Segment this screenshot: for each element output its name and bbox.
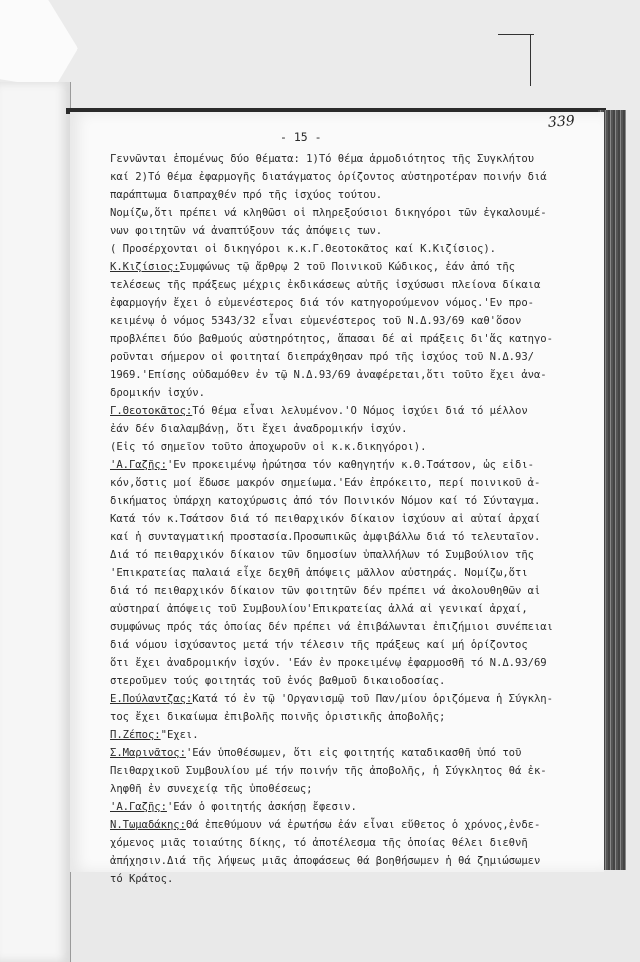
- text-line: [110, 420, 590, 438]
- text-line: [110, 492, 590, 510]
- line-text: Κατά τό ἐν τῷ 'Οργανισμῷ τοῦ Παν/μίου ὁριζόμενα ἡ Σύγκλη-: [192, 693, 553, 705]
- text-line: [110, 258, 590, 276]
- line-text: διά τό πειθαρχικόν δίκαιον τῶν φοιτητῶν δέν πρέπει νά ἀκολουθηθῶν αἱ: [110, 585, 541, 597]
- speaker-name: Γ.Θεοτοκᾶτος:: [110, 405, 193, 417]
- line-text: παράπτωμα διαπραχθέν πρό τῆς ἰσχύος τούτου.: [110, 189, 383, 201]
- crop-mark-vertical: [530, 34, 531, 86]
- text-line: [110, 204, 590, 222]
- line-text: Κατά τόν κ.Τσάτσον διά τό πειθαρχικόν δίκαιον ἰσχύουν αἱ αὐταί ἀρχαί: [110, 513, 541, 525]
- text-line: [110, 222, 590, 240]
- line-text: ( Προσέρχονται οἱ δικηγόροι κ.κ.Γ.Θεοτοκᾶτος καί Κ.Κιζίσιος).: [110, 243, 497, 255]
- text-line: [110, 294, 590, 312]
- line-text: αὐστηραί ἀπόψεις τοῦ Συμβουλίου'Επικρατείας ἀλλά αἱ γενικαί ἀρχαί,: [110, 603, 528, 615]
- text-line: [110, 618, 590, 636]
- line-text: δρομικήν ἰσχύν.: [110, 387, 205, 399]
- text-line: [110, 366, 590, 384]
- text-line: [110, 384, 590, 402]
- text-line: [110, 186, 590, 204]
- line-text: Νομίζω,ὅτι πρέπει νά κληθῶσι οἱ πληρεξούσιοι δικηγόροι τῶν ἐγκαλουμέ-: [110, 207, 547, 219]
- line-text: προβλέπει δύο βαθμούς αὐστηρότητος, ἅπασαι δέ αἱ πράξεις δι'ἅς κατηγο-: [110, 333, 553, 345]
- text-line: [110, 744, 590, 762]
- line-text: ἀπήχησιν.Διά τῆς λήψεως μιᾶς ἀποφάσεως θά βοηθήσωμεν ἡ θά ζημιώσωμεν: [110, 855, 541, 867]
- text-line: [110, 762, 590, 780]
- text-line: [110, 798, 590, 816]
- text-line: [110, 654, 590, 672]
- text-line: [110, 510, 590, 528]
- speaker-name: Π.Ζέπος:: [110, 729, 161, 741]
- speaker-name: 'Α.Γαζῆς:: [110, 801, 167, 813]
- line-text: 'Εάν ὁ φοιτητής ἀσκήσῃ ἔφεσιν.: [166, 801, 357, 813]
- line-text: ὅτι ἔχει ἀναδρομικήν ἰσχύν. 'Εάν ἐν προκειμένῳ ἐφαρμοσθῆ τό Ν.Δ.93/69: [110, 657, 547, 669]
- text-line: [110, 834, 590, 852]
- text-line: [110, 690, 590, 708]
- line-text: ἐάν δέν διαλαμβάνῃ, ὅτι ἔχει ἀναδρομικήν ἰσχύν.: [110, 423, 408, 435]
- text-line: [110, 852, 590, 870]
- speaker-name: Σ.Μαρινᾶτος:: [110, 747, 186, 759]
- line-text: (Εἰς τό σημεῖον τοῦτο ἀποχωροῦν οἱ κ.κ.δικηγόροι).: [110, 441, 427, 453]
- line-text: 'Εάν ὑποθέσωμεν, ὅτι εἰς φοιτητής καταδικασθῆ ὑπό τοῦ: [185, 747, 522, 759]
- text-line: [110, 474, 590, 492]
- line-text: διά νόμου ἰσχύσαντος μετά τήν τέλεσιν τῆς πράξεως καί μή ὁρίζοντος: [110, 639, 528, 651]
- text-line: [110, 600, 590, 618]
- page-number: - 15 -: [280, 130, 322, 144]
- line-text: καί 2)Τό θέμα ἐφαρμογῆς διατάγματος ὁρίζοντος αὐστηροτέραν ποινήν διά: [110, 171, 547, 183]
- line-text: κειμένῳ ὁ νόμος 5343/32 εἶναι εὐμενέστερος τοῦ Ν.Δ.93/69 καθ'ὅσον: [110, 315, 522, 327]
- text-line: [110, 582, 590, 600]
- text-line: [110, 870, 590, 888]
- line-text: νων φοιτητῶν νά ἀναπτύξουν τάς ἀπόψεις των.: [110, 225, 383, 237]
- line-text: δικήματος ὑπάρχη κατοχύρωσις ἀπό τόν Ποινικόν Νόμον καί τό Σύνταγμα.: [110, 495, 541, 507]
- line-text: τελέσεως τῆς πράξεως μέχρις ἐκδικάσεως αὐτῆς ἰσχύσωσι πλείονα δίκαια: [110, 279, 541, 291]
- text-line: [110, 546, 590, 564]
- text-line: [110, 816, 590, 834]
- line-text: καί ἡ συνταγματική προστασία.Προσωπικῶς ἀμφιβάλλω διά τό τελευταῖον.: [110, 531, 541, 543]
- text-line: [110, 564, 590, 582]
- line-text: ροῦνται σήμερον οἱ φοιτηταί διεπράχθησαν πρό τῆς ἰσχύος τοῦ Ν.Δ.93/: [110, 351, 534, 363]
- line-text: 1969.'Επίσης οὐδαμόθεν ἐν τῷ Ν.Δ.93/69 ἀναφέρεται,ὅτι τοῦτο ἔχει ἀνα-: [110, 369, 547, 381]
- line-text: "Εχει.: [160, 729, 199, 741]
- text-line: [110, 726, 590, 744]
- line-text: Συμφώνως τῷ ἄρθρῳ 2 τοῦ Ποινικοῦ Κώδικος, ἐάν ἀπό τῆς: [179, 261, 515, 273]
- text-line: [110, 348, 590, 366]
- line-text: Γεννῶνται ἑπομένως δύο θέματα: 1)Τό θέμα ἁρμοδιότητος τῆς Συγκλήτου: [110, 153, 534, 165]
- line-text: συμφώνως πρός τάς ὁποίας δέν πρέπει νά ἐπιβάλωνται ἐπιζήμιοι συνέπειαι: [110, 621, 553, 633]
- line-text: ληφθῆ ἐν συνεχείᾳ τῆς ὑποθέσεως;: [110, 783, 313, 795]
- line-text: χόμενος μιᾶς τοιαύτης δίκης, τό ἀποτέλεσμα τῆς ὁποίας θέλει διεθνῆ: [110, 837, 528, 849]
- text-line: [110, 312, 590, 330]
- line-text: Διά τό πειθαρχικόν δίκαιον τῶν δημοσίων ὑπαλλήλων τό Συμβούλιον τῆς: [110, 549, 534, 561]
- text-line: [110, 780, 590, 798]
- left-page-edge: [0, 82, 71, 962]
- line-text: τό Κράτος.: [110, 873, 174, 885]
- line-text: ἐφαρμογήν ἔχει ὁ εὐμενέστερος διά τόν κατηγορούμενον νόμος.'Εν προ-: [110, 297, 534, 309]
- text-line: [110, 240, 590, 258]
- desk-background: [0, 0, 640, 120]
- text-line: [110, 636, 590, 654]
- text-line: [110, 528, 590, 546]
- line-text: στεροῦμεν τούς φοιτητάς τοῦ ἑνός βαθμοῦ δικαιοδοσίας.: [110, 675, 446, 687]
- line-text: 'Εν προκειμένῳ ἠρώτησα τόν καθηγητήν κ.Θ.Τσάτσον, ὡς εἰδι-: [166, 459, 534, 471]
- speaker-name: 'Α.Γαζῆς:: [110, 459, 167, 471]
- speaker-name: Κ.Κιζίσιος:: [110, 261, 180, 273]
- line-text: Τό θέμα εἶναι λελυμένον.'Ο Νόμος ἰσχύει διά τό μέλλον: [192, 405, 528, 417]
- handwritten-page-number: 339: [547, 113, 576, 131]
- line-text: τος ἔχει δικαίωμα ἐπιβολῆς ποινῆς ὁριστικῆς ἀποβολῆς;: [110, 711, 446, 723]
- text-line: [110, 402, 590, 420]
- document-body: [110, 150, 590, 888]
- text-line: [110, 330, 590, 348]
- text-line: [110, 168, 590, 186]
- line-text: Θά ἐπεθύμουν νά ἐρωτήσω ἐάν εἶναι εὔθετος ὁ χρόνος,ἐνδε-: [185, 819, 541, 831]
- text-line: [110, 276, 590, 294]
- line-text: Πειθαρχικοῦ Συμβουλίου μέ τήν ποινήν τῆς ἀποβολῆς, ἡ Σύγκλητος θά ἐκ-: [110, 765, 547, 777]
- text-line: [110, 438, 590, 456]
- text-line: [110, 150, 590, 168]
- line-text: 'Επικρατείας παλαιά εἶχε δεχθῆ ἀπόψεις μᾶλλον αὐστηράς. Νομίζω,ὅτι: [110, 567, 528, 579]
- speaker-name: Ε.Πούλαντζας:: [110, 693, 193, 705]
- crop-mark-horizontal: [498, 34, 534, 35]
- text-line: [110, 708, 590, 726]
- text-line: [110, 456, 590, 474]
- speaker-name: Ν.Τωμαδάκης:: [110, 819, 186, 831]
- line-text: κόν,ὅστις μοί ἔδωσε μακρόν σημείωμα.'Εάν ἐπρόκειτο, περί ποινικοῦ ἀ-: [110, 477, 541, 489]
- text-line: [110, 672, 590, 690]
